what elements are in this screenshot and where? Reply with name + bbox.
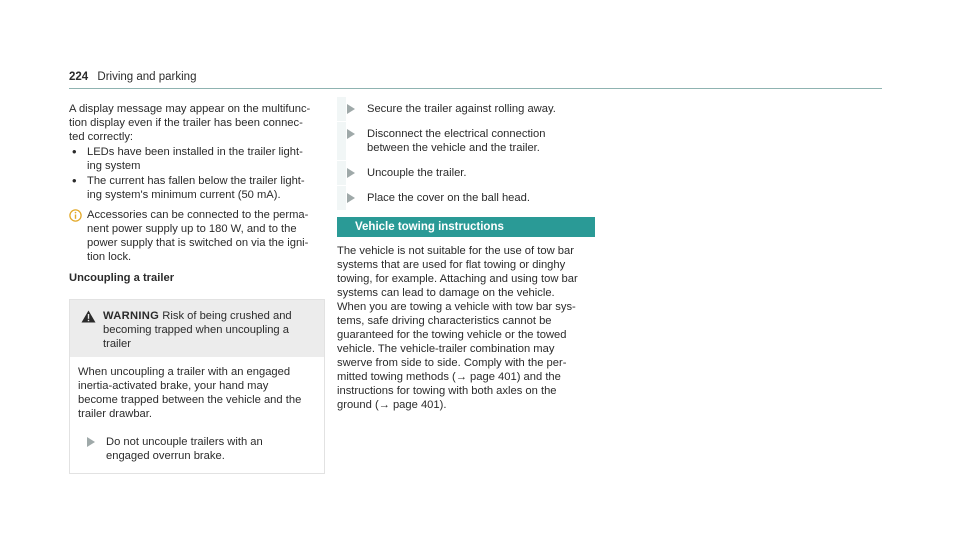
warning-icon: [81, 310, 96, 323]
right-column: [337, 102, 595, 412]
step-bar: [337, 122, 346, 160]
warning-step: [78, 435, 316, 463]
step-bar: [337, 161, 346, 185]
arrow-right-icon: [347, 168, 355, 178]
step-text: Disconnect the electrical connection between the vehicle and the trailer.: [367, 128, 546, 154]
arrow-right-icon: [347, 129, 355, 139]
section-band: Vehicle towing instructions: [337, 217, 595, 237]
step-text: Place the cover on the ball head.: [367, 192, 530, 204]
subheading: Uncoupling a trailer: [69, 272, 175, 284]
towing-paragraph: The vehicle is not suitable for the use of tow bar systems that are used for flat towing or dinghy towing, for example. Attaching and using tow bar systems can lead to damage on the vehicle. When you are towing a vehicle with tow bar sys- tems, safe driving characteristics cannot be guaranteed for the towing vehicle or the towed vehicle. The vehicle-trailer combination may swerve from side to side. Comply with the per- mitted towing methods (→ page 401) and the instructions for towing with both axles on the ground (→ page 401).: [337, 245, 578, 411]
arrow-right-icon: [347, 104, 355, 114]
step-bar: [337, 186, 346, 210]
warning-box: [69, 299, 325, 474]
left-column: [69, 102, 327, 474]
step-text: Uncouple the trailer.: [367, 167, 467, 179]
warning-header: [70, 300, 324, 357]
step-text: Do not uncouple trailers with an engaged overrun brake.: [106, 436, 263, 462]
warning-body: [70, 357, 324, 473]
warning-text: When uncoupling a trailer with an engaged inertia-activated brake, your hand may become trapped between the vehicle and the trailer drawbar.: [78, 366, 302, 420]
step-bar: [337, 97, 346, 121]
step-text: Secure the trailer against rolling away.: [367, 103, 556, 115]
page-header: [69, 70, 196, 84]
condition-list: [69, 145, 327, 202]
list-item: • LEDs have been installed in the trailer light- ing system: [69, 145, 327, 173]
arrow-right-icon: [347, 193, 355, 203]
header-rule: [69, 88, 882, 89]
note-text: Accessories can be connected to the perma- nent power supply up to 180 W, and to the power supply that is switched on via the igni- tion lock.: [87, 209, 309, 263]
step-item: [337, 166, 595, 180]
page-number: 224: [69, 71, 89, 83]
info-icon: [69, 209, 82, 222]
step-item: [337, 102, 595, 116]
arrow-right-icon: [87, 437, 95, 447]
step-item: [337, 191, 595, 205]
info-note: [69, 208, 327, 264]
intro-paragraph: A display message may appear on the multifunc- tion display even if the trailer has been connec- ted correctly:: [69, 103, 311, 143]
warning-label: WARNING: [103, 310, 160, 322]
section-title: Driving and parking: [97, 71, 197, 83]
step-item: [337, 127, 595, 155]
list-item: • The current has fallen below the trailer light- ing system's minimum current (50 mA).: [69, 174, 327, 202]
warning-title: Risk of being crushed and becoming trapped when uncoupling a trailer: [103, 310, 292, 350]
